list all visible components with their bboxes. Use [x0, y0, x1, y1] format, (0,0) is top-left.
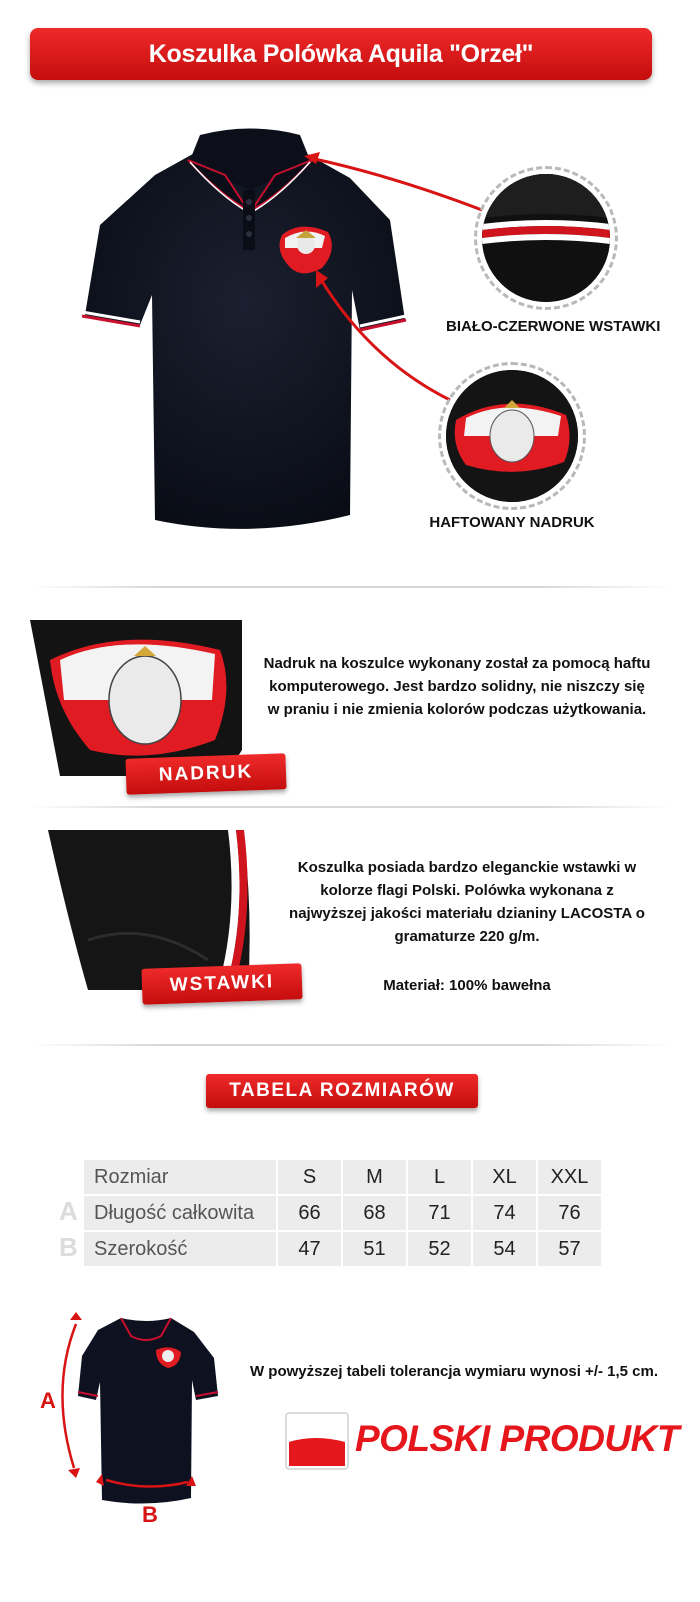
embroidery-detail-image: [446, 370, 578, 502]
measurement-diagram: [36, 1310, 226, 1530]
table-header-cell: XL: [473, 1160, 536, 1194]
table-cell: 76: [538, 1196, 601, 1230]
print-description: Nadruk na koszulce wykonany został za pomocą haftu komputerowego. Jest bardzo solidny, nie niszczy się w praniu i nie zmienia kolorów podczas użytkowania.: [263, 655, 651, 718]
table-cell: 68: [343, 1196, 406, 1230]
table-row: [84, 1232, 601, 1266]
page-title: Koszulka Polówka Aquila "Orzeł": [148, 39, 534, 68]
stripes-detail-image: [482, 174, 610, 302]
print-closeup-image: [30, 620, 242, 776]
table-cell: 57: [538, 1232, 601, 1266]
table-row: [84, 1160, 601, 1194]
material-info: Materiał: 100% bawełna: [383, 977, 551, 994]
section-divider: [30, 586, 670, 588]
table-cell: 47: [278, 1232, 341, 1266]
polski-produkt-logo: [285, 1412, 679, 1472]
section-divider: [30, 1044, 670, 1046]
table-header-cell: XXL: [538, 1160, 601, 1194]
table-cell: Długość całkowita: [84, 1196, 276, 1230]
measure-label-a: A: [40, 1388, 56, 1413]
table-cell: 66: [278, 1196, 341, 1230]
polish-flag-icon: [285, 1412, 355, 1472]
print-tag: NADRUK: [125, 753, 286, 795]
inserts-tag: WSTAWKI: [141, 963, 302, 1005]
table-cell: Szerokość: [84, 1232, 276, 1266]
logo-text: POLSKI PRODUKT: [355, 1418, 679, 1459]
table-cell: 51: [343, 1232, 406, 1266]
size-table-heading: TABELA ROZMIARÓW: [206, 1074, 478, 1108]
tolerance-note: W powyższej tabeli tolerancja wymiaru wynosi +/- 1,5 cm.: [249, 1363, 659, 1380]
size-table: [82, 1158, 603, 1268]
table-cell: 71: [408, 1196, 471, 1230]
row-letter-b: B: [59, 1232, 78, 1262]
table-cell: 74: [473, 1196, 536, 1230]
stripes-detail-circle: [474, 166, 618, 310]
table-cell: 52: [408, 1232, 471, 1266]
row-letter-a: A: [59, 1196, 78, 1226]
measure-label-b: B: [142, 1502, 158, 1527]
section-divider: [30, 806, 670, 808]
stripes-callout-label: BIAŁO-CZERWONE WSTAWKI: [446, 318, 661, 335]
table-header-cell: S: [278, 1160, 341, 1194]
table-header-cell: Rozmiar: [84, 1160, 276, 1194]
embroidery-detail-circle: [438, 362, 586, 510]
inserts-description: Koszulka posiada bardzo eleganckie wstawki w kolorze flagi Polski. Polówka wykonana z najwyższej jakości materiału dzianiny LACOSTA o gramaturze 220 g/m.: [289, 859, 645, 945]
table-header-cell: M: [343, 1160, 406, 1194]
table-row: [84, 1196, 601, 1230]
embroidery-callout-label: HAFTOWANY NADRUK: [429, 514, 595, 531]
table-header-cell: L: [408, 1160, 471, 1194]
title-banner: [30, 28, 652, 80]
table-cell: 54: [473, 1232, 536, 1266]
